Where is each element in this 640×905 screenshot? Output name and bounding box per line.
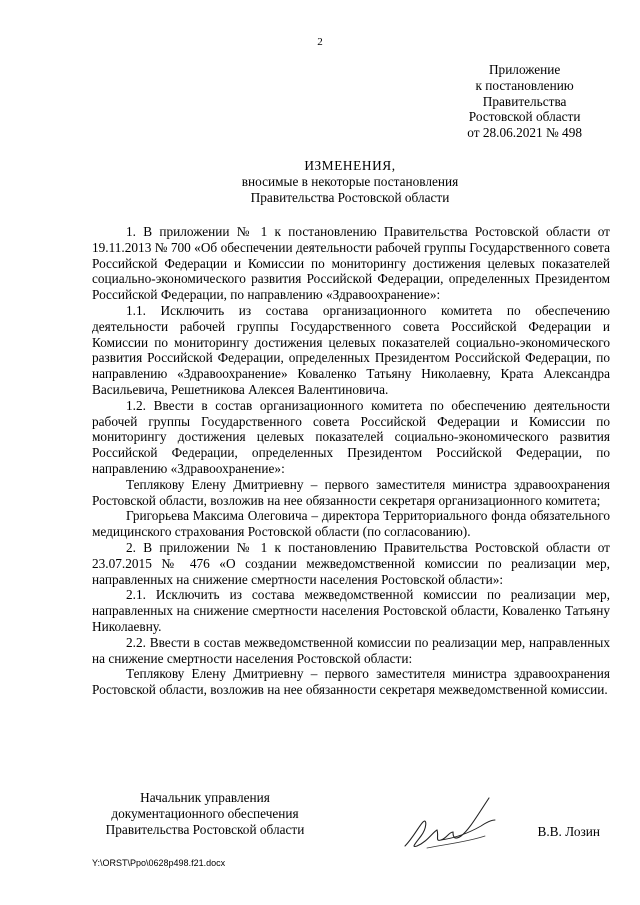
paragraph: Теплякову Елену Дмитриевну – первого заместителя министра здравоохранения Ростовской области, возложив на нее обязанности секретаря межведомственной комиссии. — [92, 666, 610, 698]
signatory-name: В.В. Лозин — [537, 824, 600, 839]
paragraph: 2. В приложении № 1 к постановлению Правительства Ростовской области от 23.07.2015 № 476 «О создании межведомственной комиссии по реализации мер, направленных на снижение смертности населения Ростовской области»: — [92, 539, 610, 587]
file-path-footer: Y:\ORST\Ppo\0628p498.f21.docx — [92, 858, 226, 868]
page-number: 2 — [317, 36, 323, 48]
appendix-line: Правительства — [482, 93, 567, 109]
appendix-header — [467, 62, 582, 141]
signatory-title-line: Правительства Ростовской области — [105, 822, 305, 837]
handwritten-signature-icon — [397, 792, 517, 856]
appendix-line: Приложение — [488, 62, 561, 77]
appendix-line: от 28.06.2021 № 498 — [467, 125, 582, 141]
document-body — [92, 224, 610, 698]
paragraph: 1.1. Исключить из состава организационного комитета по обеспечению деятельности рабочей группы Государственного совета Российской Федерации и Комиссии по мониторингу достижения целевых показателей социально-экономического развития Российской Федерации, определенных Президентом Российской Федерации, по направлению «Здравоохранение» Коваленко Татьяну Николаевну, Крата Александра Васильевича, Решетникова Алексея Валентиновича. — [92, 302, 610, 397]
paragraph: Теплякову Елену Дмитриевну – первого заместителя министра здравоохранения Ростовской области, возложив на нее обязанности секретаря организационного комитета; — [92, 476, 610, 508]
title-subtitle: вносимые в некоторые постановления — [241, 174, 459, 189]
paragraph: Григорьева Максима Олеговича – директора Территориального фонда обязательного медицинского страхования Ростовской области (по согласованию). — [92, 508, 610, 540]
signatory-title-line: документационного обеспечения — [111, 806, 299, 821]
paragraph: 2.2. Ввести в состав межведомственной комиссии по реализации мер, направленных на снижение смертности населения Ростовской области: — [92, 634, 610, 666]
appendix-line: к постановлению — [475, 77, 574, 93]
paragraph: 2.1. Исключить из состава межведомственной комиссии по реализации мер, направленных на снижение смертности населения Ростовской области, Коваленко Татьяну Николаевну. — [92, 587, 610, 634]
paragraph: 1. В приложении № 1 к постановлению Правительства Ростовской области от 19.11.2013 № 700 «Об обеспечении деятельности рабочей группы Государственного совета Российской Федерации и Комиссии по мониторингу достижения целевых показателей социально-экономического развития Российской Федерации, определенных Президентом Российской Федерации, по направлению «Здравоохранение»: — [92, 224, 610, 303]
document-title — [0, 158, 640, 206]
signatory-title-line: Начальник управления — [140, 790, 270, 805]
paragraph: 1.2. Ввести в состав организационного комитета по обеспечению деятельности рабочей группы Государственного совета Российской Федерации и Комиссии по мониторингу достижения целевых показателей социально-экономического развития Российской Федерации, определенных Президентом Российской Федерации, по направлению «Здравоохранение»: — [92, 397, 610, 476]
appendix-line: Ростовской области — [468, 109, 581, 125]
title-heading: ИЗМЕНЕНИЯ, — [304, 158, 396, 173]
title-subtitle: Правительства Ростовской области — [250, 190, 450, 205]
signatory-title — [92, 790, 318, 838]
signature-block — [92, 790, 610, 860]
